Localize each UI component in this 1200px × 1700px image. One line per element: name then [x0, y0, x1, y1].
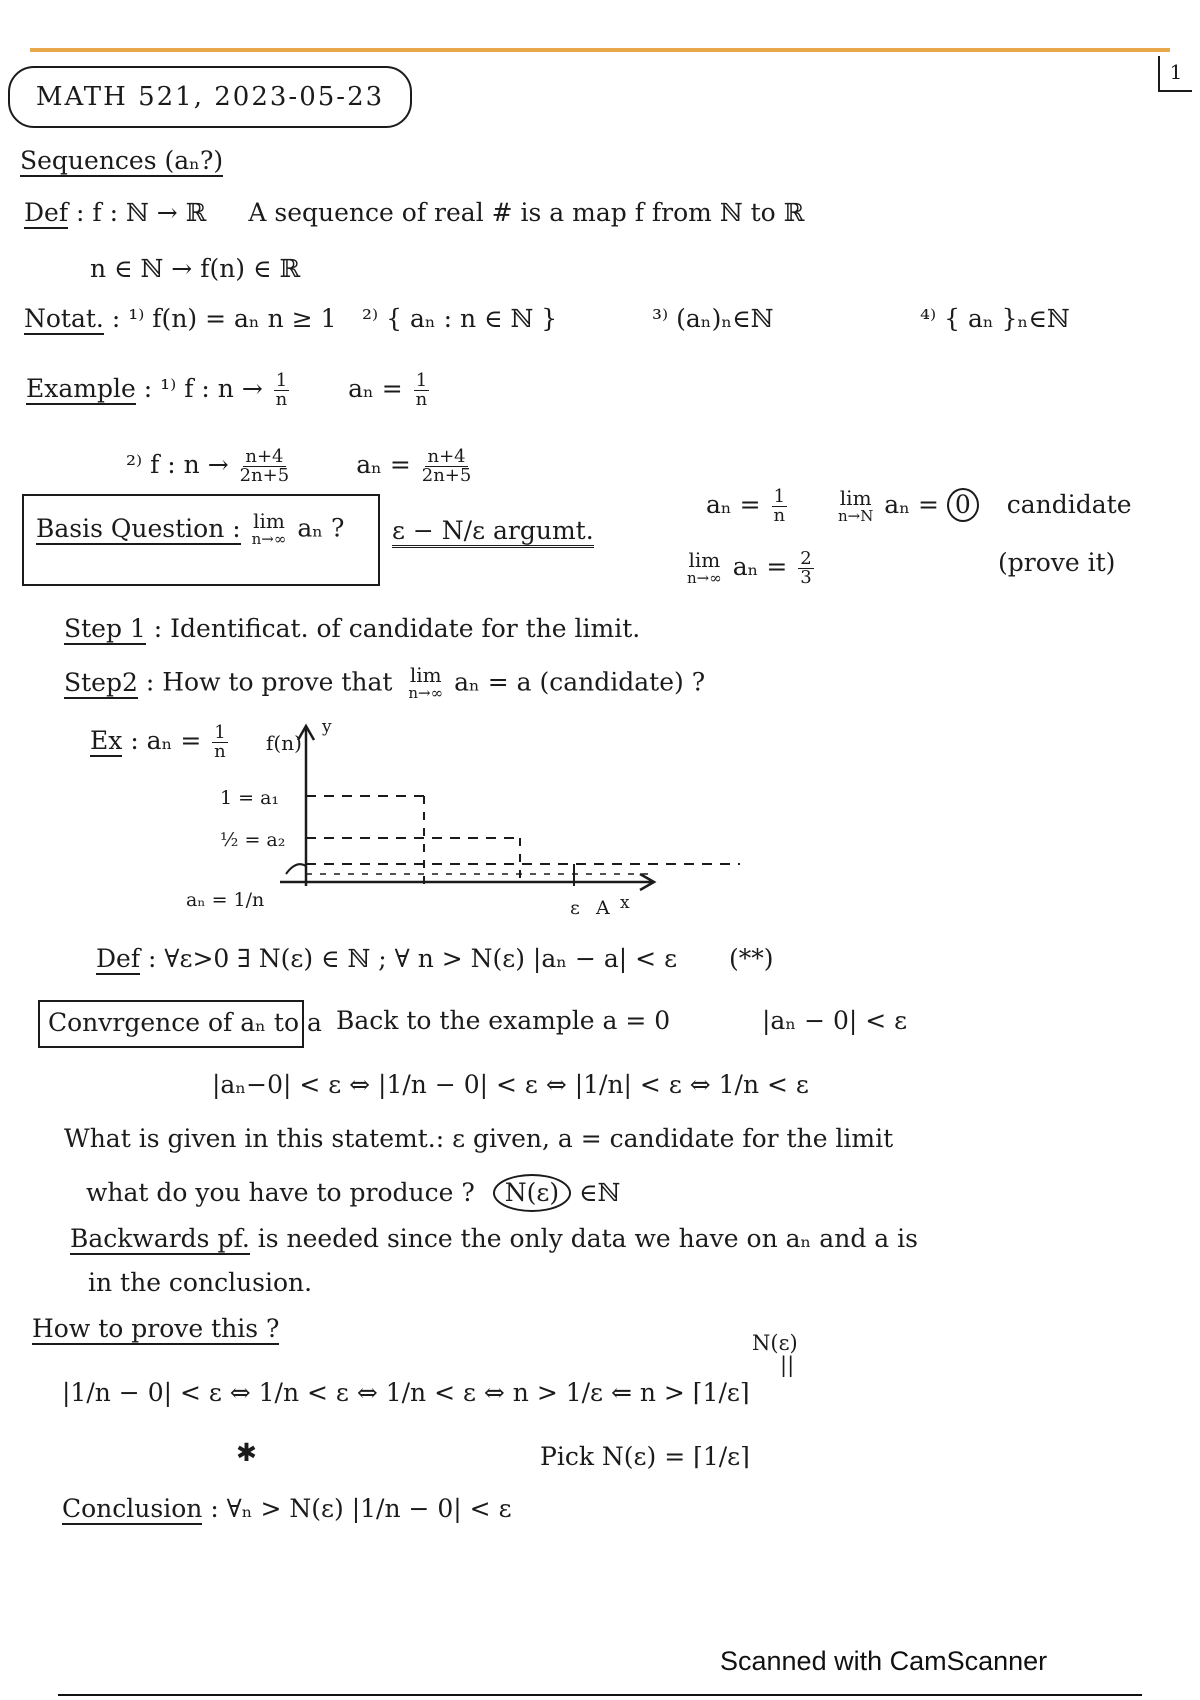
numerator: 1 [415, 370, 428, 391]
step-1 [64, 614, 640, 644]
notation-line [24, 304, 337, 334]
conclusion-text: : ∀ₙ > N(ε) |1/n − 0| < ε [210, 1494, 512, 1523]
basic-question-label: Basis Question : [36, 513, 241, 543]
lim-word: lim [409, 663, 442, 687]
page-number: 1 [1158, 56, 1192, 92]
lim-sub: n→∞ [251, 530, 287, 548]
epsilon-label: ε [570, 897, 580, 919]
y-label: f(n) [266, 731, 302, 755]
basic-question [36, 509, 345, 548]
notation-item-4: ⁴⁾ { aₙ }ₙ∈ℕ [920, 304, 1070, 333]
fraction [274, 372, 289, 409]
backwards-proof [70, 1224, 918, 1254]
circled-n-epsilon: N(ε) [493, 1174, 571, 1212]
proof-chain: |1/n − 0| < ε ⇔ 1/n < ε ⇔ 1/n < ε ⇔ n > 1/ε ⇐ n > ⌈1/ε⌉ [62, 1378, 750, 1407]
def-text: A sequence of real # is a map f from ℕ to ℝ [248, 198, 805, 227]
denominator: n [773, 505, 786, 526]
conclusion-label: Conclusion [62, 1494, 203, 1523]
sequences-heading-text: Sequences (aₙ?) [20, 146, 224, 175]
lim-symbol [408, 663, 444, 702]
produce-text: what do you have to produce ? [86, 1178, 475, 1207]
example-2-seq: aₙ = [356, 450, 411, 479]
definition-2 [96, 944, 774, 974]
notation-item-1: : ¹⁾ f(n) = aₙ n ≥ 1 [111, 304, 337, 333]
example-line-2 [126, 448, 474, 485]
fraction [422, 448, 472, 485]
example-1-map: : ¹⁾ f : n → [143, 374, 263, 403]
lim-word: lim [688, 547, 721, 572]
candidate-lim-tail: aₙ = [884, 490, 939, 519]
numerator: 1 [773, 486, 786, 507]
notation-label: Notat. [24, 304, 104, 333]
prove-it: (prove it) [998, 548, 1116, 577]
ex-label: Ex [90, 726, 123, 755]
denominator: 3 [800, 567, 812, 588]
example-2-map: ²⁾ f : n → [126, 450, 229, 479]
lim-word: lim [839, 485, 872, 510]
convergence-label: Convrgence of aₙ to a [48, 1008, 322, 1037]
fraction [240, 448, 290, 485]
candidate-line-1 [706, 485, 1132, 526]
def-line-2: n ∈ ℕ → f(n) ∈ ℝ [90, 254, 301, 283]
equivalence-chain-1: |aₙ−0| < ε ⇔ |1/n − 0| < ε ⇔ |1/n| < ε ⇔ 1/n < ε [212, 1070, 809, 1099]
candidate-seq: aₙ = [706, 490, 761, 519]
fraction [414, 372, 429, 409]
step-2-tail: aₙ = a (candidate) ? [454, 667, 706, 697]
pick-n-epsilon: Pick N(ε) = ⌈1/ε⌉ [540, 1442, 750, 1471]
denominator: n [214, 741, 226, 762]
candidate-word: candidate [1006, 490, 1132, 519]
step-1-label: Step 1 [64, 614, 146, 643]
lim-symbol [687, 547, 722, 587]
lim-sub: n→∞ [408, 684, 444, 702]
camscanner-watermark: Scanned with CamScanner [720, 1646, 1048, 1676]
backwards-line-2: in the conclusion. [88, 1268, 313, 1297]
page-title: MATH 521, 2023-05-23 [8, 66, 412, 128]
def-label: Def [24, 198, 69, 227]
def2-stars: (**) [728, 944, 774, 973]
lim-symbol [251, 509, 287, 548]
n-epsilon-label: N(ε) [752, 1331, 798, 1355]
footer-line [58, 1694, 1142, 1696]
step-2-text: : How to prove that [145, 667, 393, 697]
definition-1 [24, 198, 804, 228]
fraction [798, 550, 813, 587]
conclusion [62, 1494, 512, 1524]
what-to-produce [86, 1174, 620, 1212]
denominator: 2n+5 [239, 465, 290, 486]
def2-label: Def [96, 944, 141, 973]
tick-a1: 1 = a₁ [220, 787, 280, 809]
candidate-line-2 [684, 547, 817, 588]
star-mark: ✱ [236, 1438, 257, 1467]
how-to-prove [32, 1314, 279, 1344]
backwards-label: Backwards pf. [70, 1224, 250, 1253]
back-to-example: Back to the example a = 0 [336, 1006, 671, 1035]
step-2 [64, 663, 706, 702]
denominator: 2n+5 [421, 465, 472, 486]
epsilon-argument [392, 516, 594, 546]
produce-tail: ∈ℕ [579, 1178, 621, 1207]
equal-mark: || [780, 1353, 795, 1377]
example-line-1 [26, 372, 432, 409]
arrow-to-origin [286, 864, 306, 874]
notation-item-2: ²⁾ { aₙ : n ∈ ℕ } [362, 304, 558, 333]
scan-edge-line [30, 48, 1170, 52]
tick-a2: ½ = a₂ [220, 829, 286, 851]
step-1-text: : Identificat. of candidate for the limit. [153, 614, 641, 643]
how-heading: How to prove this ? [32, 1314, 280, 1343]
abs-inequality: |aₙ − 0| < ε [762, 1006, 908, 1035]
example-1-seq: aₙ = [348, 374, 403, 403]
numerator: 2 [800, 548, 812, 569]
lim-sub: n→N [837, 506, 874, 525]
denominator: n [415, 389, 428, 410]
a-label: A [596, 897, 610, 919]
epsilon-argument-text: ε − N/ε argumt. [392, 516, 594, 548]
an-label: aₙ = 1/n [186, 889, 265, 911]
numerator: n+4 [245, 446, 284, 467]
lim-symbol [837, 485, 874, 525]
circled-zero: 0 [947, 488, 979, 522]
lim-sub: n→∞ [687, 568, 722, 587]
numerator: n+4 [427, 446, 466, 467]
numerator: 1 [214, 722, 226, 743]
x-axis-name: x [620, 893, 630, 913]
basic-question-tail: aₙ ? [297, 513, 345, 543]
example-label: Example [26, 374, 136, 403]
def-map: : f : ℕ → ℝ [76, 198, 207, 227]
what-is-given: What is given in this statemt.: ε given, a = candidate for the limit [64, 1124, 894, 1153]
numerator: 1 [275, 370, 288, 391]
candidate-lim2-tail: aₙ = [732, 552, 788, 581]
notation-item-3: ³⁾ (aₙ)ₙ∈ℕ [652, 304, 774, 333]
backwards-text: is needed since the only data we have on aₙ and a is [257, 1224, 918, 1253]
ex-text: : aₙ = [130, 726, 202, 755]
denominator: n [275, 389, 288, 410]
y-axis-name: y [322, 717, 332, 737]
def2-text: : ∀ε>0 ∃ N(ε) ∈ ℕ ; ∀ n > N(ε) |aₙ − a| < ε [148, 944, 678, 973]
sequence-graph [180, 710, 760, 930]
step-2-label: Step2 [64, 667, 138, 697]
lim-word: lim [253, 509, 285, 533]
fraction [772, 488, 787, 525]
sequences-heading [20, 146, 223, 176]
